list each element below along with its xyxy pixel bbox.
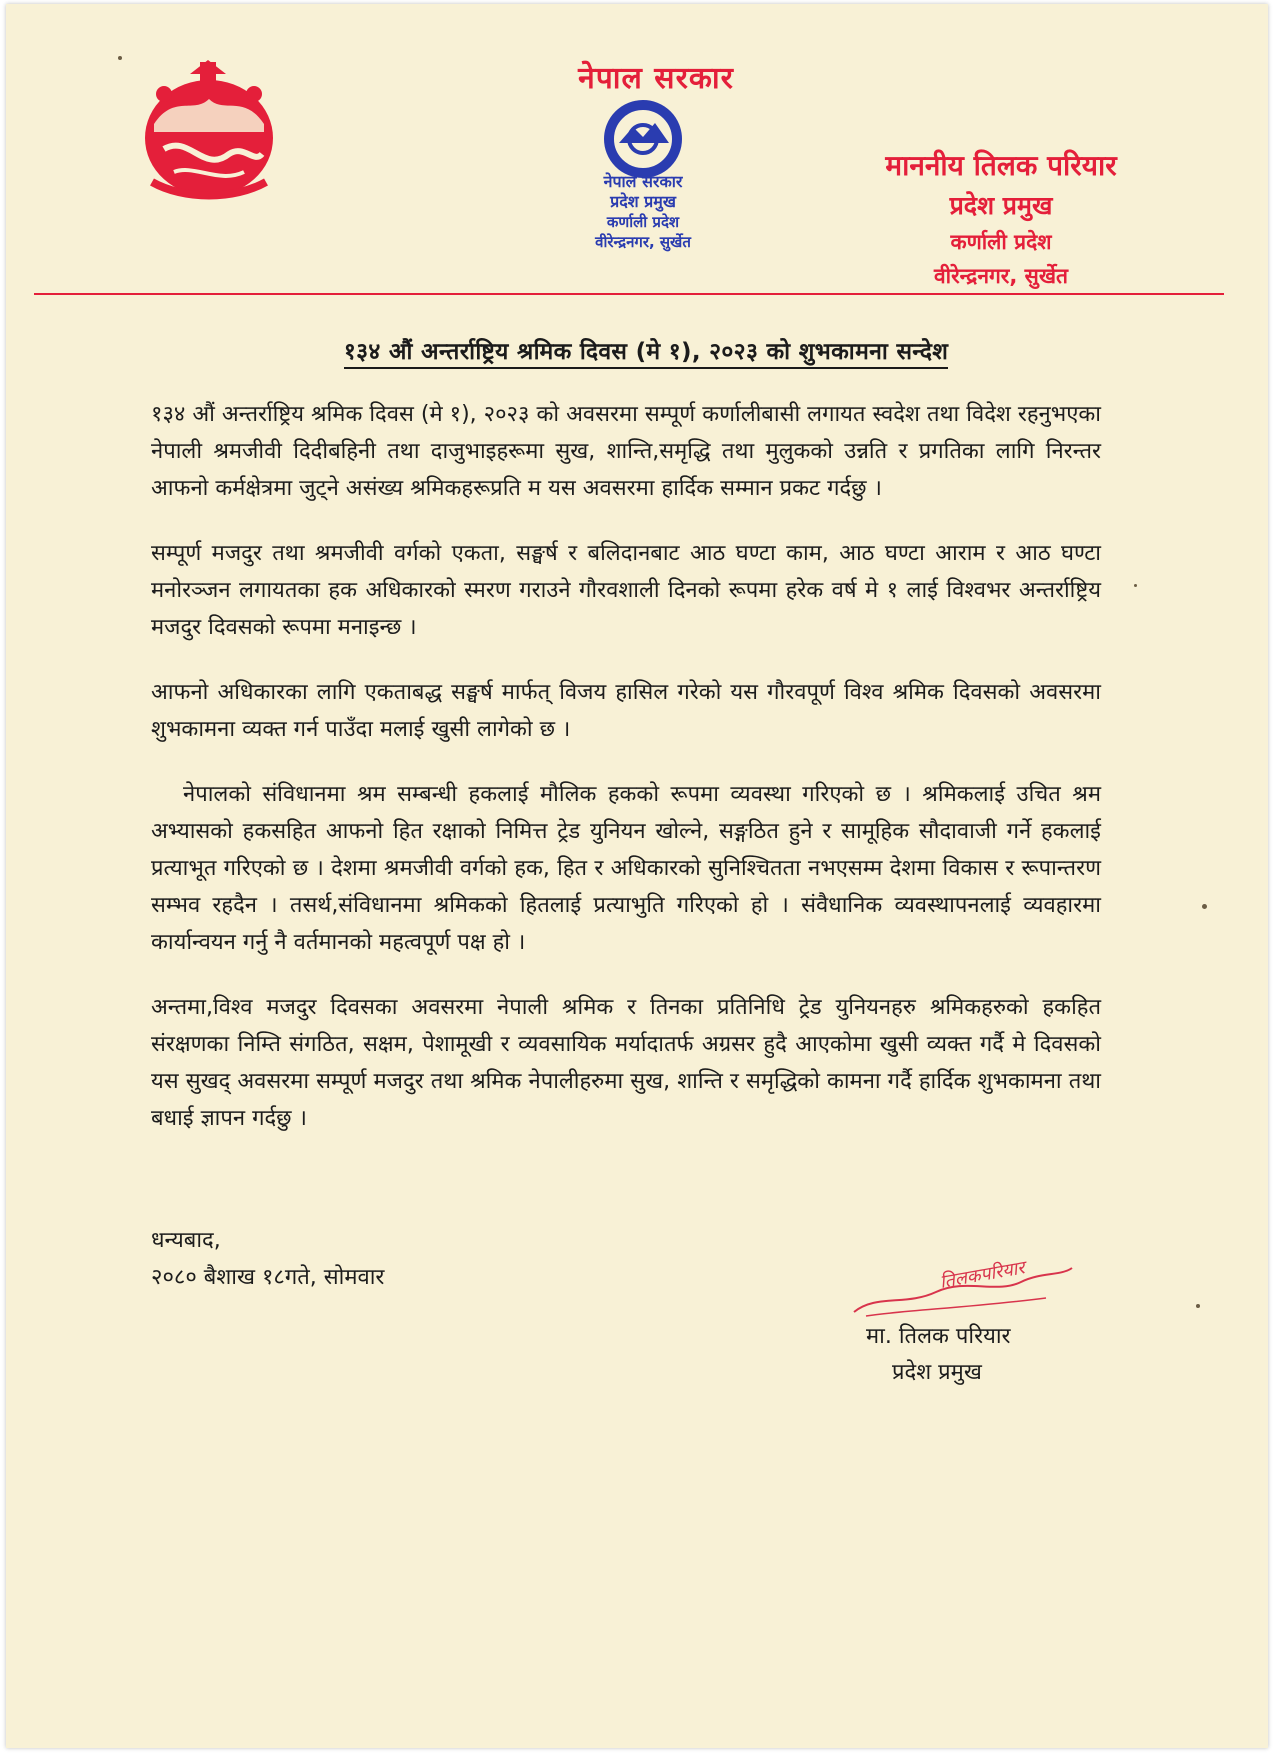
officer-province: कर्णाली प्रदेश	[950, 230, 1052, 254]
paragraph-4: नेपालको संविधानमा श्रम सम्बन्धी हकलाई मौलिक हकको रूपमा व्यवस्था गरिएको छ । श्रमिकलाई उचित श्रम अभ्यासको हकसहित आफनो हित रक्षाको निमित्त ट्रेड युनियन खोल्ने, सङ्गठित हुने र सामूहिक सौदावाजी गर्ने हकलाई प्रत्याभूत गरिएको छ । देशमा श्रमजीवी वर्गको हक, हित र अधिकारको सुनिश्चितता नभएसम्म देशमा विकास र रूपान्तरण सम्भव रहदैन । तसर्थ,संविधानमा श्रमिकको हितलाई प्रत्याभुति गरिएको हो । संवैधानिक व्यवस्थापनलाई व्यवहारमा कार्यान्वयन गर्नु नै वर्तमानको महत्वपूर्ण पक्ष हो ।	[151, 782, 1101, 955]
paper-speck	[1196, 1304, 1200, 1308]
paragraph-2: सम्पूर्ण मजदुर तथा श्रमजीवी वर्गको एकता, सङ्घर्ष र बलिदानबाट आठ घण्टा काम, आठ घण्टा आराम र आठ घण्टा मनोरञ्जन लगायतका हक अधिकारको स्मरण गराउने गौरवशाली दिनको रूपमा हरेक वर्ष मे १ लाई विश्वभर अन्तर्राष्ट्रिय मजदुर दिवसको रूपमा मनाइन्छ ।	[151, 541, 1101, 640]
officer-name: माननीय तिलक परियार	[885, 149, 1117, 182]
officer-address: वीरेन्द्रनगर, सुर्खेत	[933, 264, 1069, 288]
paper-speck	[1134, 584, 1137, 587]
officer-post: प्रदेश प्रमुख	[949, 191, 1053, 220]
signatory-block	[866, 1319, 1086, 1391]
office-seal-icon	[571, 99, 721, 269]
header-divider	[34, 293, 1224, 295]
seal-line-3: कर्णाली प्रदेश	[606, 213, 680, 231]
paper-speck	[1202, 904, 1207, 909]
letter-page	[6, 4, 1268, 1748]
signatory-name: मा. तिलक परियार	[866, 1324, 1011, 1349]
government-title: नेपाल सरकार	[578, 61, 734, 96]
letter-subject	[146, 334, 1146, 366]
seal-line-4: वीरेन्द्रनगर, सुर्खेत	[595, 233, 691, 251]
closing-date: २०८० बैशाख १८गते, सोमवार	[151, 1265, 385, 1290]
letter-body	[151, 396, 1101, 1165]
paper-speck	[118, 56, 122, 60]
nepal-emblem-icon	[134, 54, 284, 202]
closing-thanks: धन्यबाद,	[151, 1228, 221, 1253]
signatory-post: प्रदेश प्रमुख	[892, 1360, 982, 1385]
closing-block	[151, 1222, 651, 1296]
handwritten-signature	[846, 1254, 1076, 1324]
seal-line-1: नेपाल सरकार	[603, 172, 683, 191]
svg-text:तिलकपरियार: तिलकपरियार	[938, 1257, 1027, 1293]
officer-block	[836, 146, 1166, 290]
paragraph-3: आफनो अधिकारका लागि एकताबद्ध सङ्घर्ष मार्फत् विजय हासिल गरेको यस गौरवपूर्ण विश्व श्रमिक दिवसको अवसरमा शुभकामना व्यक्त गर्न पाउँदा मलाई खुसी लागेको छ ।	[151, 680, 1101, 742]
seal-line-2: प्रदेश प्रमुख	[610, 192, 676, 211]
paragraph-1: १३४ औं अन्तर्राष्ट्रिय श्रमिक दिवस (मे १), २०२३ को अवसरमा सम्पूर्ण कर्णालीबासी लगायत स्वदेश तथा विदेश रहनुभएका नेपाली श्रमजीवी दिदीबहिनी तथा दाजुभाइहरूमा सुख, शान्ति,समृद्धि तथा मुलुकको उन्नति र प्रगतिका लागि निरन्तर आफनो कर्मक्षेत्रमा जुट्ने असंख्य श्रमिकहरूप्रति म यस अवसरमा हार्दिक सम्मान प्रकट गर्दछु ।	[151, 402, 1101, 501]
paragraph-5: अन्तमा,विश्व मजदुर दिवसका अवसरमा नेपाली श्रमिक र तिनका प्रतिनिधि ट्रेड युनियनहरु श्रमिकहरुको हकहित संरक्षणका निम्ति संगठित, सक्षम, पेशामूखी र व्यवसायिक मर्यादातर्फ अग्रसर हुदै आएकोमा खुसी व्यक्त गर्दै मे दिवसको यस सुखद् अवसरमा सम्पूर्ण मजदुर तथा श्रमिक नेपालीहरुमा सुख, शान्ति र समृद्धिको कामना गर्दै हार्दिक शुभकामना तथा बधाई ज्ञापन गर्दछु ।	[151, 995, 1101, 1131]
subject-text: १३४ औं अन्तर्राष्ट्रिय श्रमिक दिवस (मे १), २०२३ को शुभकामना सन्देश	[344, 339, 948, 369]
